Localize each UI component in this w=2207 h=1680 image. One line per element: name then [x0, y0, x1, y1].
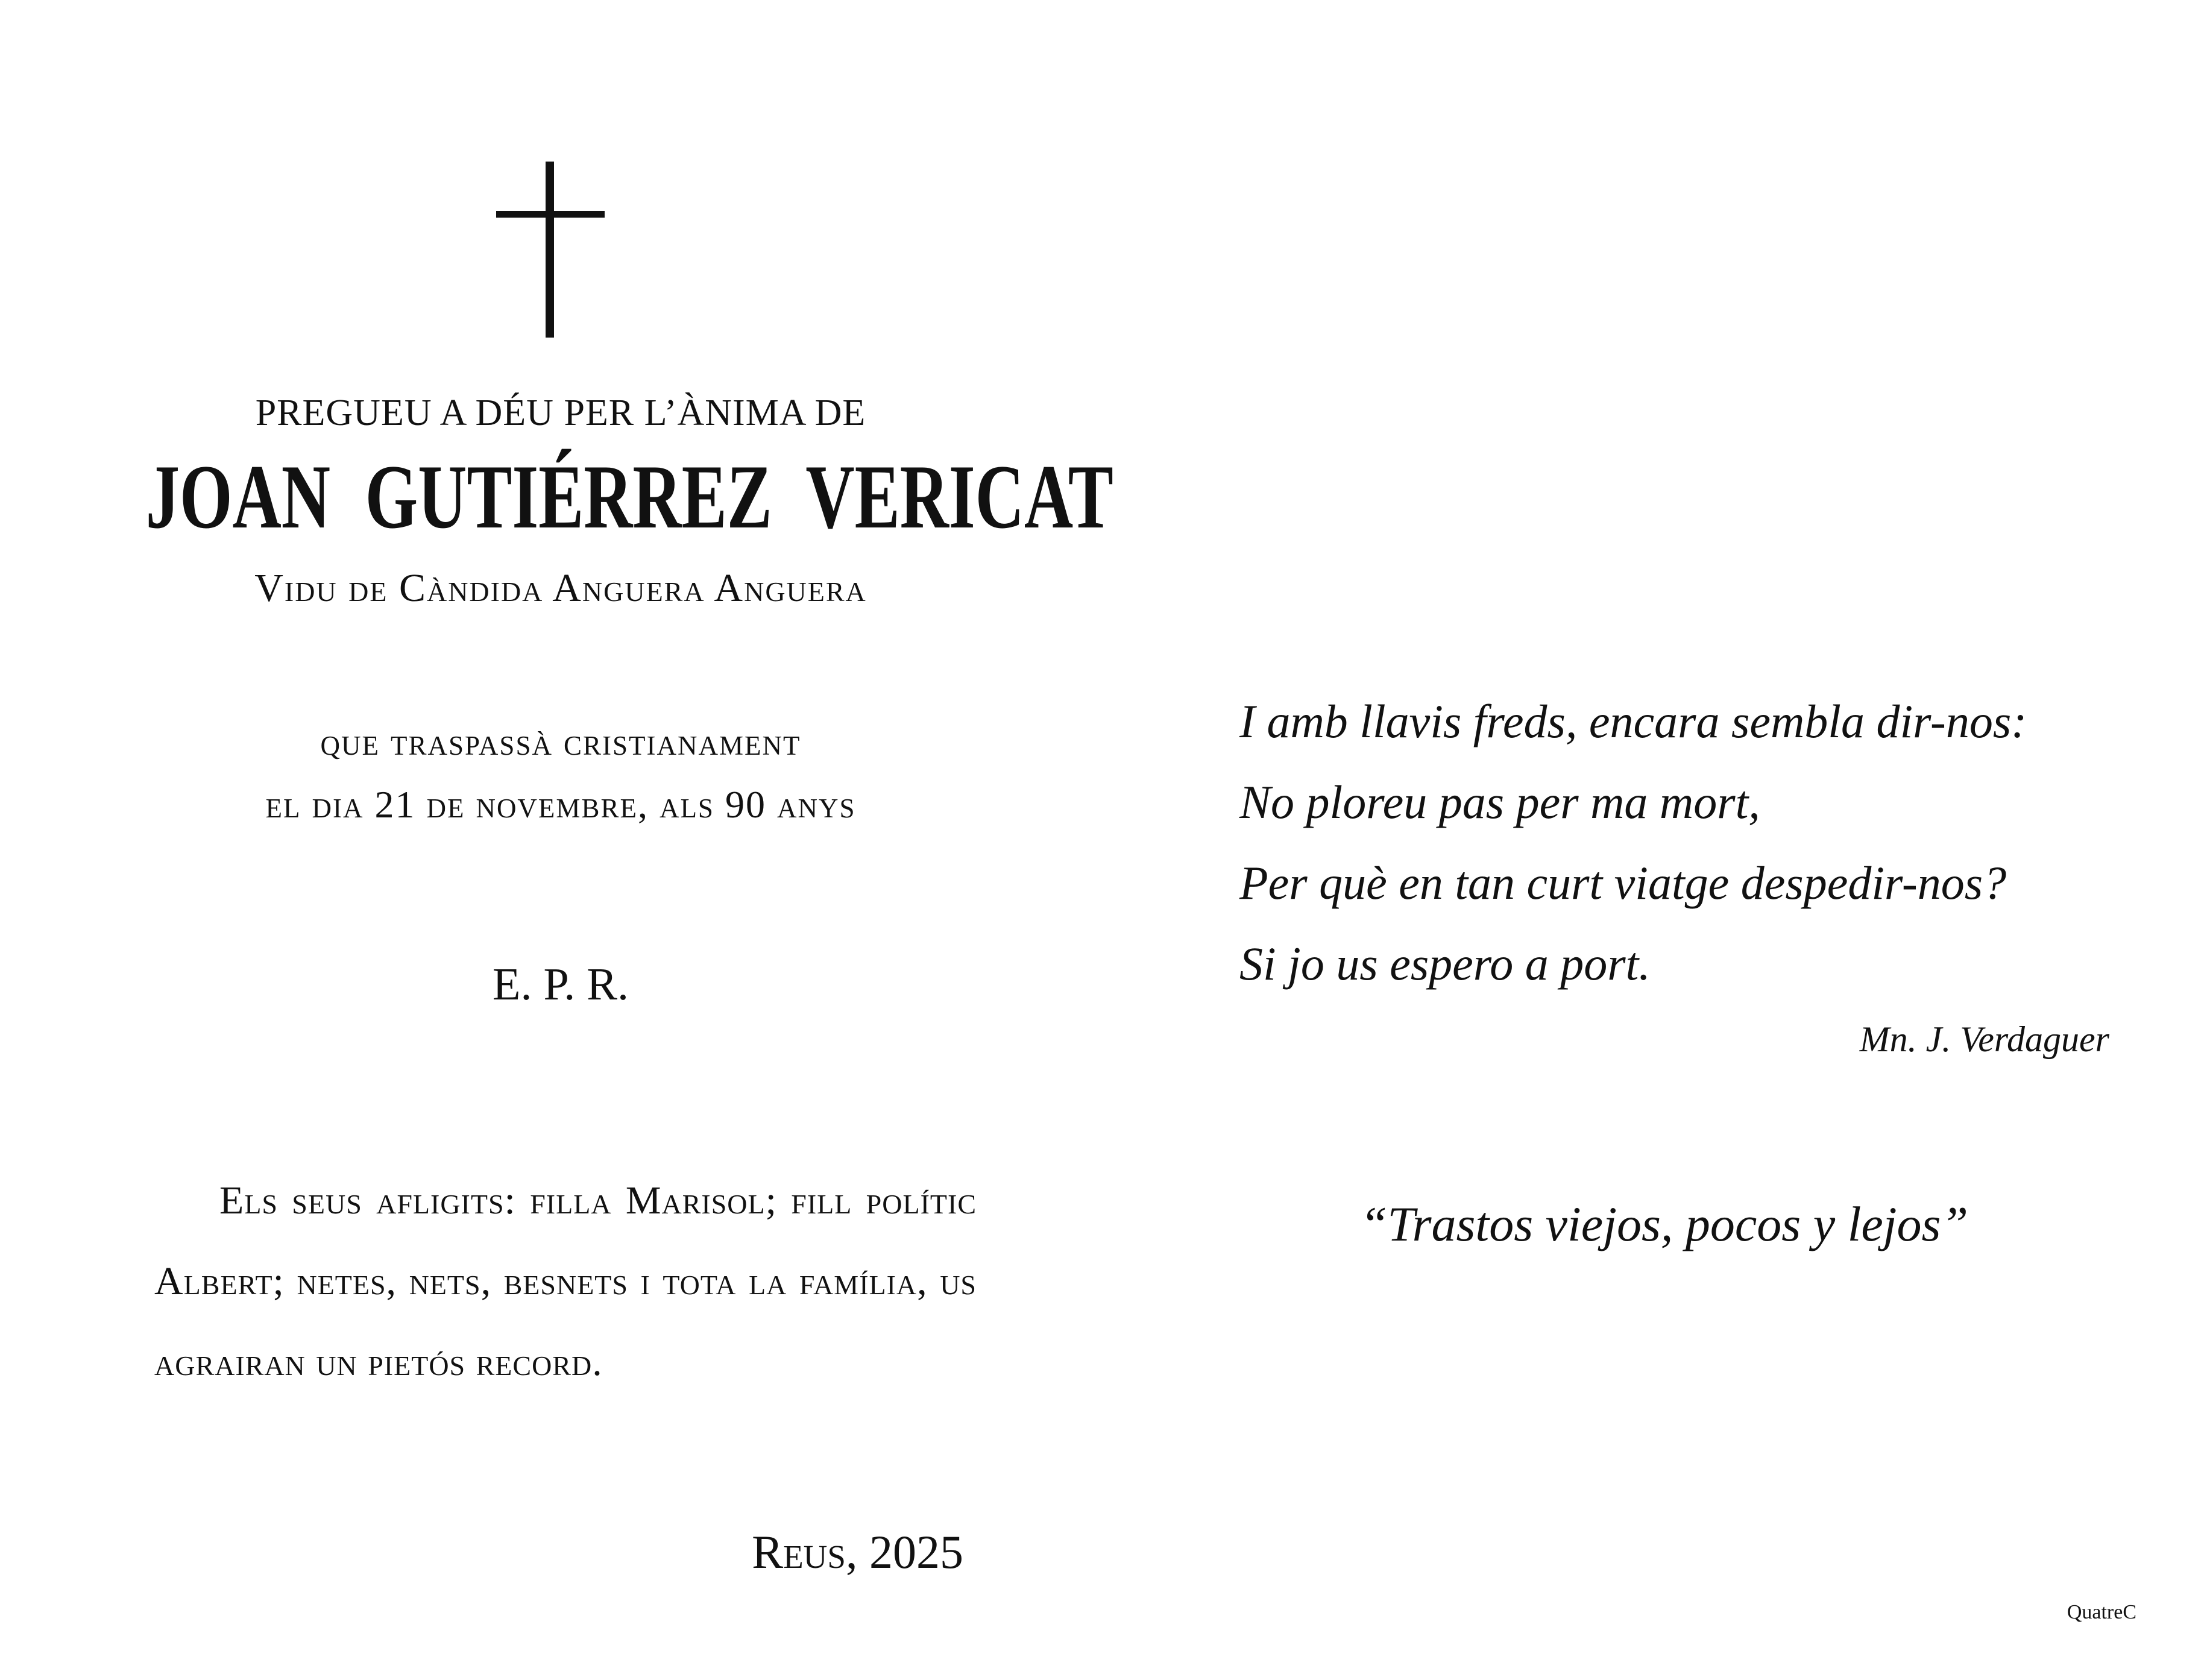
poem-author: Mn. J. Verdaguer: [1859, 1019, 2109, 1059]
mourners-paragraph: Els seus afligits: filla Marisol; fill polític Albert; netes, nets, besnets i tota la família, us agrairan un pietós record.: [154, 1178, 977, 1384]
rip-abbreviation: E. P. R.: [493, 959, 629, 1010]
poem-line: No ploreu pas per ma mort,: [1239, 776, 1760, 828]
poem: [1239, 681, 2180, 1004]
cross-icon: [496, 162, 605, 338]
saying-quote: “Trastos viejos, pocos y lejos”: [1359, 1197, 1969, 1251]
death-line-2: el dia 21 de novembre, als 90 anys: [265, 783, 856, 826]
cross-vertical-bar: [546, 162, 554, 338]
spouse-line: Vidu de Càndida Anguera Anguera: [254, 566, 867, 610]
death-line-1: que traspassà cristianament: [320, 720, 801, 763]
card-right-panel: [1121, 0, 2207, 1680]
cross-horizontal-bar: [496, 211, 605, 218]
poem-line: Per què en tan curt viatge despedir-nos?: [1239, 857, 2007, 909]
poem-line: Si jo us espero a port.: [1239, 937, 1651, 990]
deceased-name: JOAN GUTIÉRREZ VERICAT: [145, 446, 1113, 547]
printer-mark: QuatreC: [2067, 1601, 2136, 1623]
poem-line: I amb llavis freds, encara sembla dir-nos:: [1239, 695, 2027, 747]
place-and-year: Reus, 2025: [752, 1526, 963, 1578]
prayer-line: PREGUEU A DÉU PER L’ÀNIMA DE: [255, 392, 866, 433]
